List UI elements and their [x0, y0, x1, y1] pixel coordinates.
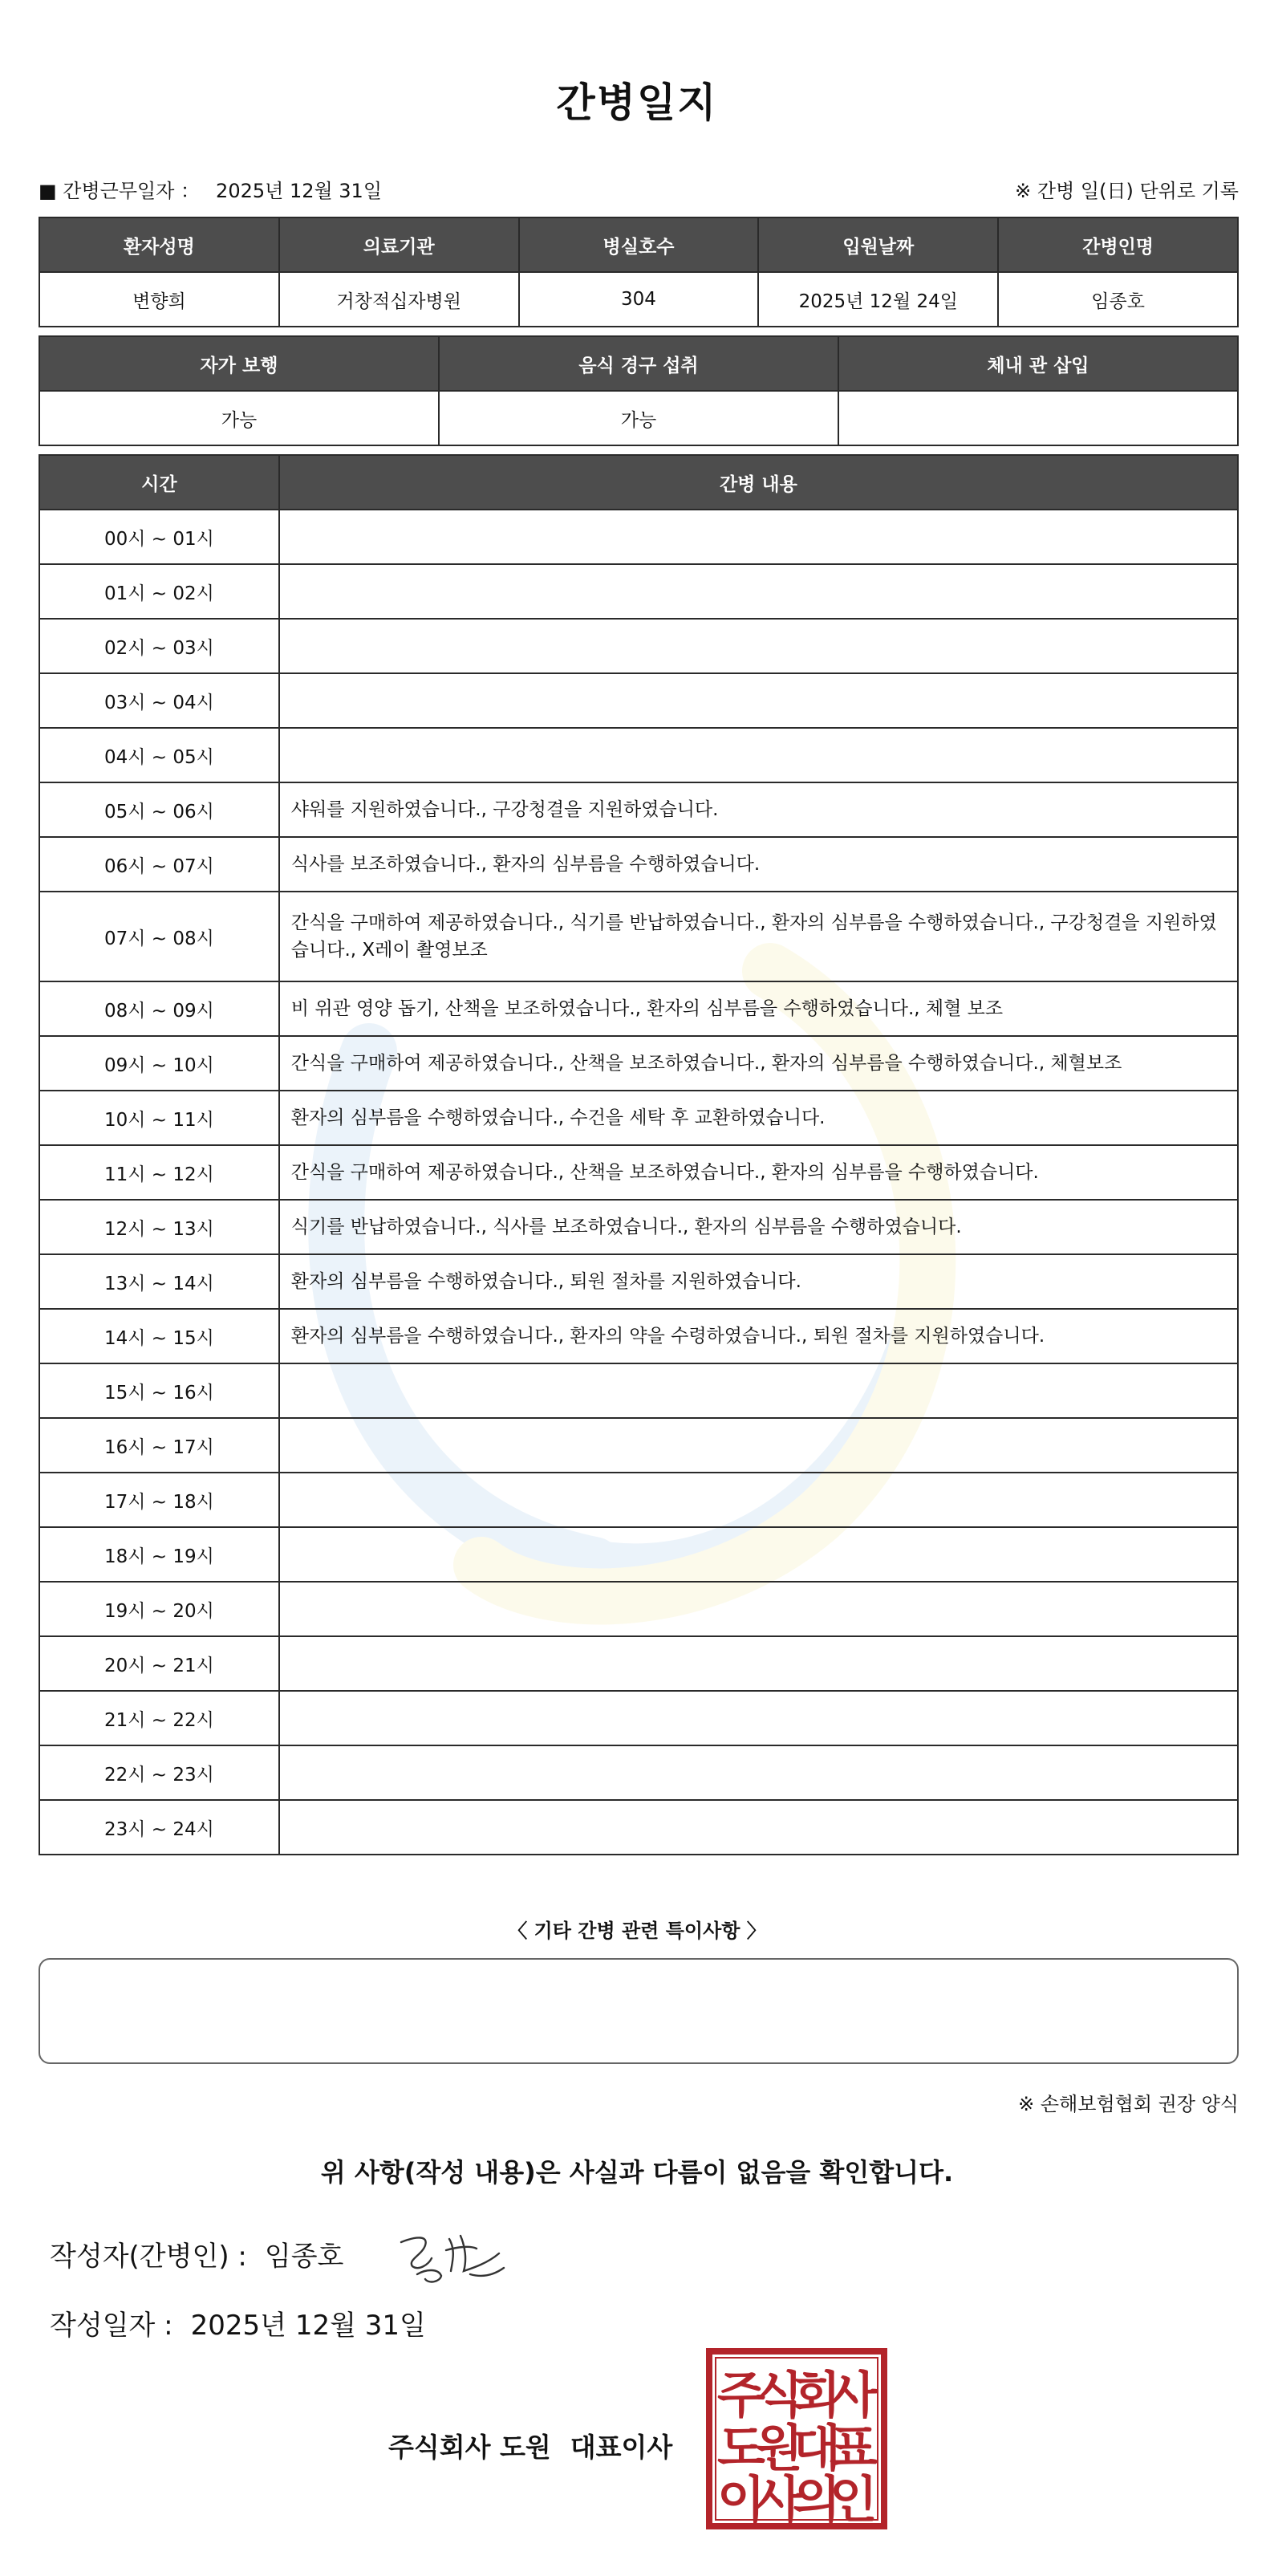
svg-text:의: 의	[793, 2470, 841, 2529]
log-content-cell: 식기를 반납하였습니다., 식사를 보조하였습니다., 환자의 심부름을 수행하였습니다.	[279, 1200, 1238, 1254]
author-row	[50, 2234, 343, 2273]
log-time-cell: 05시 ~ 06시	[39, 782, 279, 837]
log-row	[39, 1091, 1238, 1145]
svg-text:원: 원	[755, 2419, 803, 2477]
work-date-value: 2025년 12월 31일	[216, 180, 383, 202]
header-patient-name: 환자성명	[39, 217, 279, 272]
log-content-cell	[279, 673, 1238, 728]
log-row	[39, 1309, 1238, 1363]
header-caregiver-name: 간병인명	[998, 217, 1238, 272]
log-time-cell: 21시 ~ 22시	[39, 1691, 279, 1745]
patient-name: 변향희	[39, 272, 279, 327]
work-date-row	[39, 175, 1239, 207]
log-content-cell	[279, 1363, 1238, 1418]
header-tube-insertion: 체내 관 삽입	[838, 336, 1238, 391]
svg-text:이: 이	[717, 2470, 765, 2529]
log-row	[39, 837, 1238, 892]
header-hospital: 의료기관	[279, 217, 519, 272]
svg-text:대: 대	[793, 2419, 841, 2477]
log-row	[39, 1473, 1238, 1527]
log-content-cell	[279, 1800, 1238, 1855]
work-date	[39, 175, 382, 203]
log-content-cell: 간식을 구매하여 제공하였습니다., 산책을 보조하였습니다., 환자의 심부름을 수행하였습니다., 체혈보조	[279, 1036, 1238, 1091]
author-label: 작성자(간병인) :	[50, 2241, 247, 2273]
status-value-row	[39, 391, 1238, 445]
log-row	[39, 1582, 1238, 1636]
company-name: 주식회사 도원	[388, 2432, 551, 2463]
written-date-row	[50, 2303, 426, 2342]
log-row	[39, 1527, 1238, 1582]
log-content-cell	[279, 728, 1238, 782]
tube-insertion-value	[838, 391, 1238, 445]
author-name: 임종호	[264, 2241, 344, 2273]
log-content-cell: 식사를 보조하였습니다., 환자의 심부름을 수행하였습니다.	[279, 837, 1238, 892]
log-time-cell: 10시 ~ 11시	[39, 1091, 279, 1145]
log-time-cell: 11시 ~ 12시	[39, 1145, 279, 1200]
log-content-cell: 샤워를 지원하였습니다., 구강청결을 지원하였습니다.	[279, 782, 1238, 837]
log-row	[39, 782, 1238, 837]
hourly-care-log-table	[39, 454, 1239, 1855]
log-row	[39, 564, 1238, 619]
log-content-cell	[279, 1527, 1238, 1582]
log-time-cell: 18시 ~ 19시	[39, 1527, 279, 1582]
company-title: 대표이사	[570, 2432, 673, 2463]
log-row	[39, 728, 1238, 782]
log-content-cell	[279, 1473, 1238, 1527]
svg-text:표: 표	[830, 2419, 878, 2477]
log-content-cell	[279, 619, 1238, 673]
header-oral-intake: 음식 경구 섭취	[439, 336, 838, 391]
header-admission-date: 입원날짜	[758, 217, 998, 272]
log-row	[39, 1691, 1238, 1745]
log-content-cell	[279, 1745, 1238, 1800]
log-row	[39, 510, 1238, 564]
room-number: 304	[519, 272, 759, 327]
log-time-cell: 04시 ~ 05시	[39, 728, 279, 782]
hospital-name: 거창적십자병원	[279, 272, 519, 327]
log-row	[39, 1036, 1238, 1091]
log-time-cell: 02시 ~ 03시	[39, 619, 279, 673]
log-content-cell: 간식을 구매하여 제공하였습니다., 산책을 보조하였습니다., 환자의 심부름을 수행하였습니다.	[279, 1145, 1238, 1200]
log-row	[39, 1418, 1238, 1473]
confirmation-statement: 위 사항(작성 내용)은 사실과 다름이 없음을 확인합니다.	[320, 2157, 954, 2188]
log-content-cell	[279, 1418, 1238, 1473]
svg-text:인: 인	[830, 2470, 878, 2529]
log-time-cell: 14시 ~ 15시	[39, 1309, 279, 1363]
log-time-cell: 00시 ~ 01시	[39, 510, 279, 564]
svg-text:회: 회	[793, 2366, 841, 2424]
log-time-cell: 19시 ~ 20시	[39, 1582, 279, 1636]
status-header-row	[39, 336, 1238, 391]
header-room: 병실호수	[519, 217, 759, 272]
log-row	[39, 1800, 1238, 1855]
log-row	[39, 673, 1238, 728]
log-content-cell	[279, 1582, 1238, 1636]
special-notes-box	[39, 1958, 1239, 2064]
header-time: 시간	[39, 455, 279, 510]
company-seal-stamp	[706, 2348, 887, 2529]
patient-header-row	[39, 217, 1238, 272]
patient-status-table	[39, 335, 1239, 446]
admission-date: 2025년 12월 24일	[758, 272, 998, 327]
patient-value-row	[39, 272, 1238, 327]
log-row	[39, 1745, 1238, 1800]
log-time-cell: 23시 ~ 24시	[39, 1800, 279, 1855]
written-date-value: 2025년 12월 31일	[190, 2310, 426, 2342]
log-time-cell: 20시 ~ 21시	[39, 1636, 279, 1691]
log-content-cell: 환자의 심부름을 수행하였습니다., 퇴원 절차를 지원하였습니다.	[279, 1254, 1238, 1309]
log-time-cell: 13시 ~ 14시	[39, 1254, 279, 1309]
log-time-cell: 03시 ~ 04시	[39, 673, 279, 728]
company-signoff	[388, 2427, 672, 2464]
oral-intake-value: 가능	[439, 391, 838, 445]
log-time-cell: 07시 ~ 08시	[39, 892, 279, 981]
page-title: 간병일지	[556, 79, 718, 126]
log-time-cell: 22시 ~ 23시	[39, 1745, 279, 1800]
log-time-cell: 17시 ~ 18시	[39, 1473, 279, 1527]
log-content-cell: 환자의 심부름을 수행하였습니다., 환자의 약을 수령하였습니다., 퇴원 절차를 지원하였습니다.	[279, 1309, 1238, 1363]
log-content-cell	[279, 510, 1238, 564]
log-time-cell: 06시 ~ 07시	[39, 837, 279, 892]
log-row	[39, 981, 1238, 1036]
log-row	[39, 1145, 1238, 1200]
log-content-cell: 간식을 구매하여 제공하였습니다., 식기를 반납하였습니다., 환자의 심부름을 수행하였습니다., 구강청결을 지원하였습니다., X레이 촬영보조	[279, 892, 1238, 981]
svg-text:사: 사	[755, 2470, 803, 2529]
patient-info-table	[39, 217, 1239, 327]
svg-text:도: 도	[717, 2419, 765, 2477]
log-row	[39, 1363, 1238, 1418]
special-notes-title: 〈 기타 간병 관련 특이사항 〉	[508, 1920, 766, 1942]
log-content-cell: 환자의 심부름을 수행하였습니다., 수건을 세탁 후 교환하였습니다.	[279, 1091, 1238, 1145]
unit-note: ※ 간병 일(日) 단위로 기록	[1015, 180, 1239, 202]
log-time-cell: 01시 ~ 02시	[39, 564, 279, 619]
handwritten-signature	[393, 2218, 513, 2290]
log-time-cell: 09시 ~ 10시	[39, 1036, 279, 1091]
log-content-cell	[279, 1636, 1238, 1691]
log-row	[39, 892, 1238, 981]
log-time-cell: 15시 ~ 16시	[39, 1363, 279, 1418]
written-date-label: 작성일자 :	[50, 2310, 173, 2342]
log-row	[39, 1200, 1238, 1254]
log-time-cell: 12시 ~ 13시	[39, 1200, 279, 1254]
recommend-note: ※ 손해보험협회 권장 양식	[1018, 2093, 1239, 2115]
log-row	[39, 619, 1238, 673]
log-time-cell: 08시 ~ 09시	[39, 981, 279, 1036]
log-content-cell: 비 위관 영양 돕기, 산책을 보조하였습니다., 환자의 심부름을 수행하였습니다., 체혈 보조	[279, 981, 1238, 1036]
log-content-cell	[279, 564, 1238, 619]
log-time-cell: 16시 ~ 17시	[39, 1418, 279, 1473]
log-row	[39, 1254, 1238, 1309]
self-walking-value: 가능	[39, 391, 439, 445]
caregiver-name: 임종호	[998, 272, 1238, 327]
header-self-walking: 자가 보행	[39, 336, 439, 391]
svg-text:식: 식	[755, 2366, 803, 2424]
log-content-cell	[279, 1691, 1238, 1745]
work-date-label: ■ 간병근무일자 ：	[39, 180, 201, 202]
log-header-row	[39, 455, 1238, 510]
svg-text:주: 주	[717, 2366, 765, 2424]
svg-text:사: 사	[830, 2366, 878, 2424]
log-row	[39, 1636, 1238, 1691]
header-care-content: 간병 내용	[279, 455, 1238, 510]
